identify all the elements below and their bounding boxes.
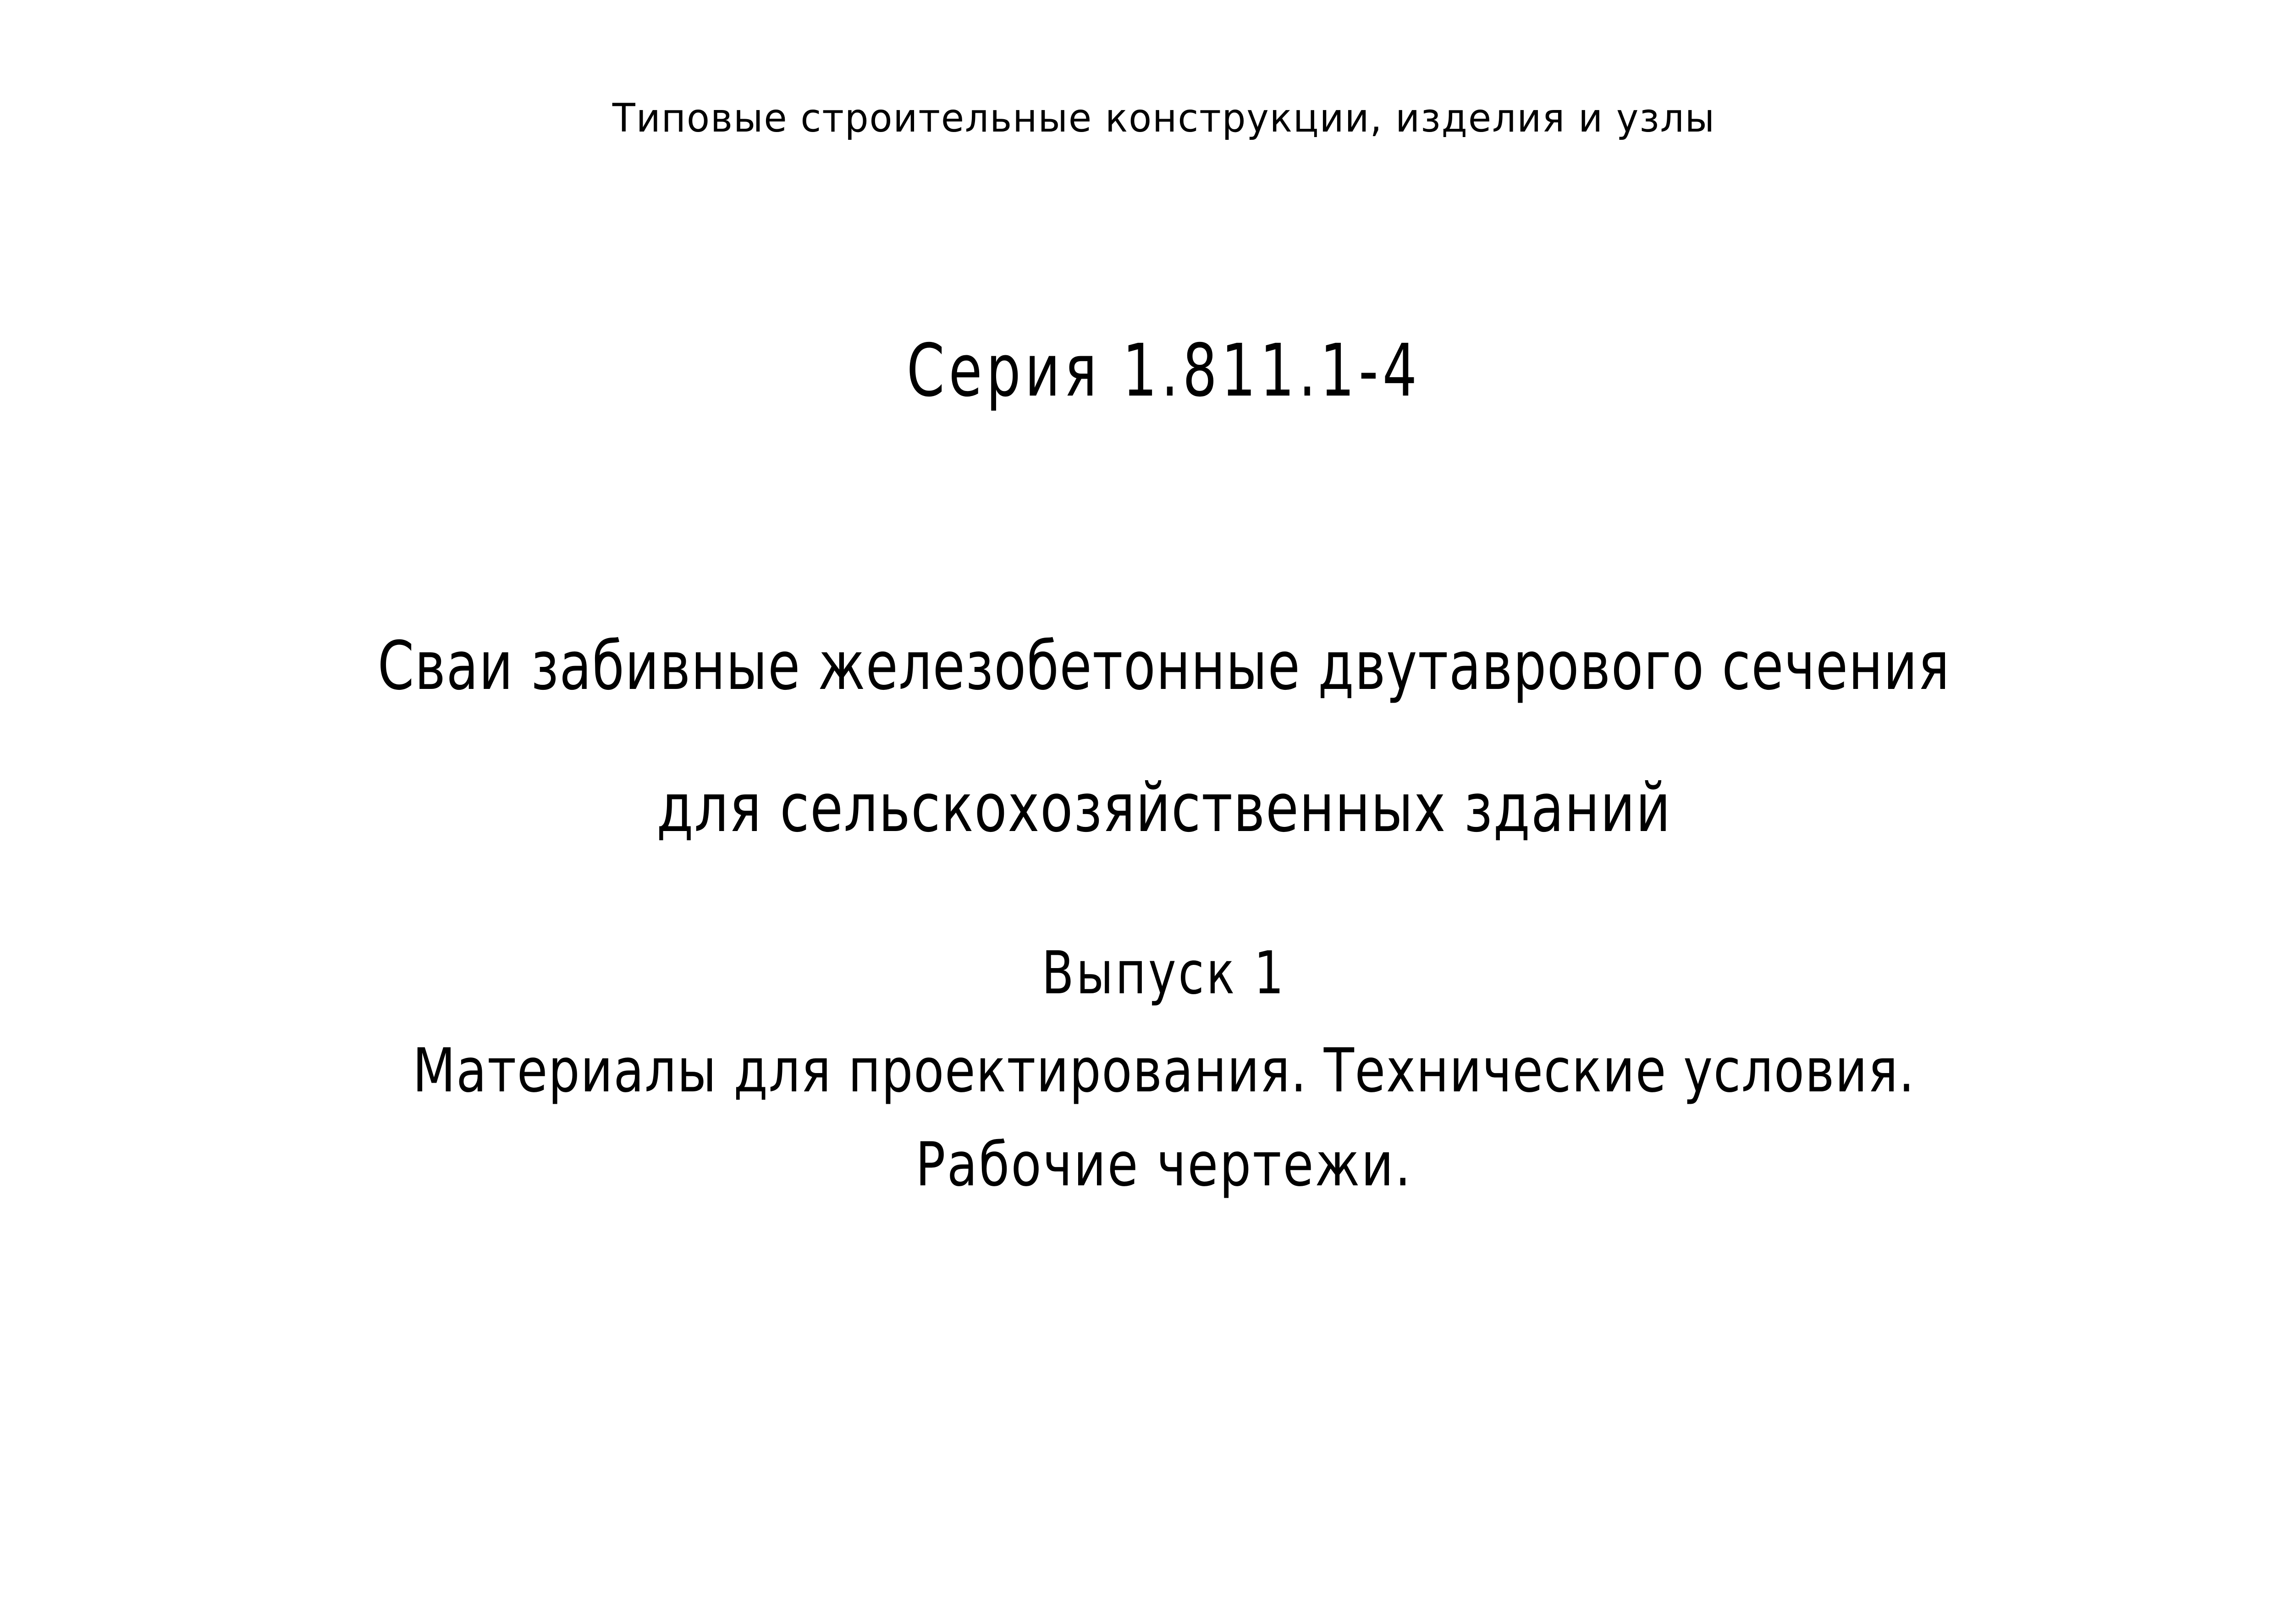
issue-number: Выпуск 1 bbox=[1041, 939, 1286, 1007]
issue-description-line-2: Рабочие чертежи. bbox=[915, 1129, 1412, 1200]
series-number: Серия 1.811.1-4 bbox=[906, 329, 1421, 413]
issue-description-line-1: Материалы для проектирования. Технические условия. bbox=[413, 1035, 1915, 1106]
document-title-line-1: Сваи забивные железобетонные двутаврового сечения bbox=[377, 627, 1950, 705]
collection-header: Типовые строительные конструкции, изделия и узлы bbox=[612, 95, 1716, 141]
document-title-line-2: для сельскохозяйственных зданий bbox=[656, 769, 1671, 847]
